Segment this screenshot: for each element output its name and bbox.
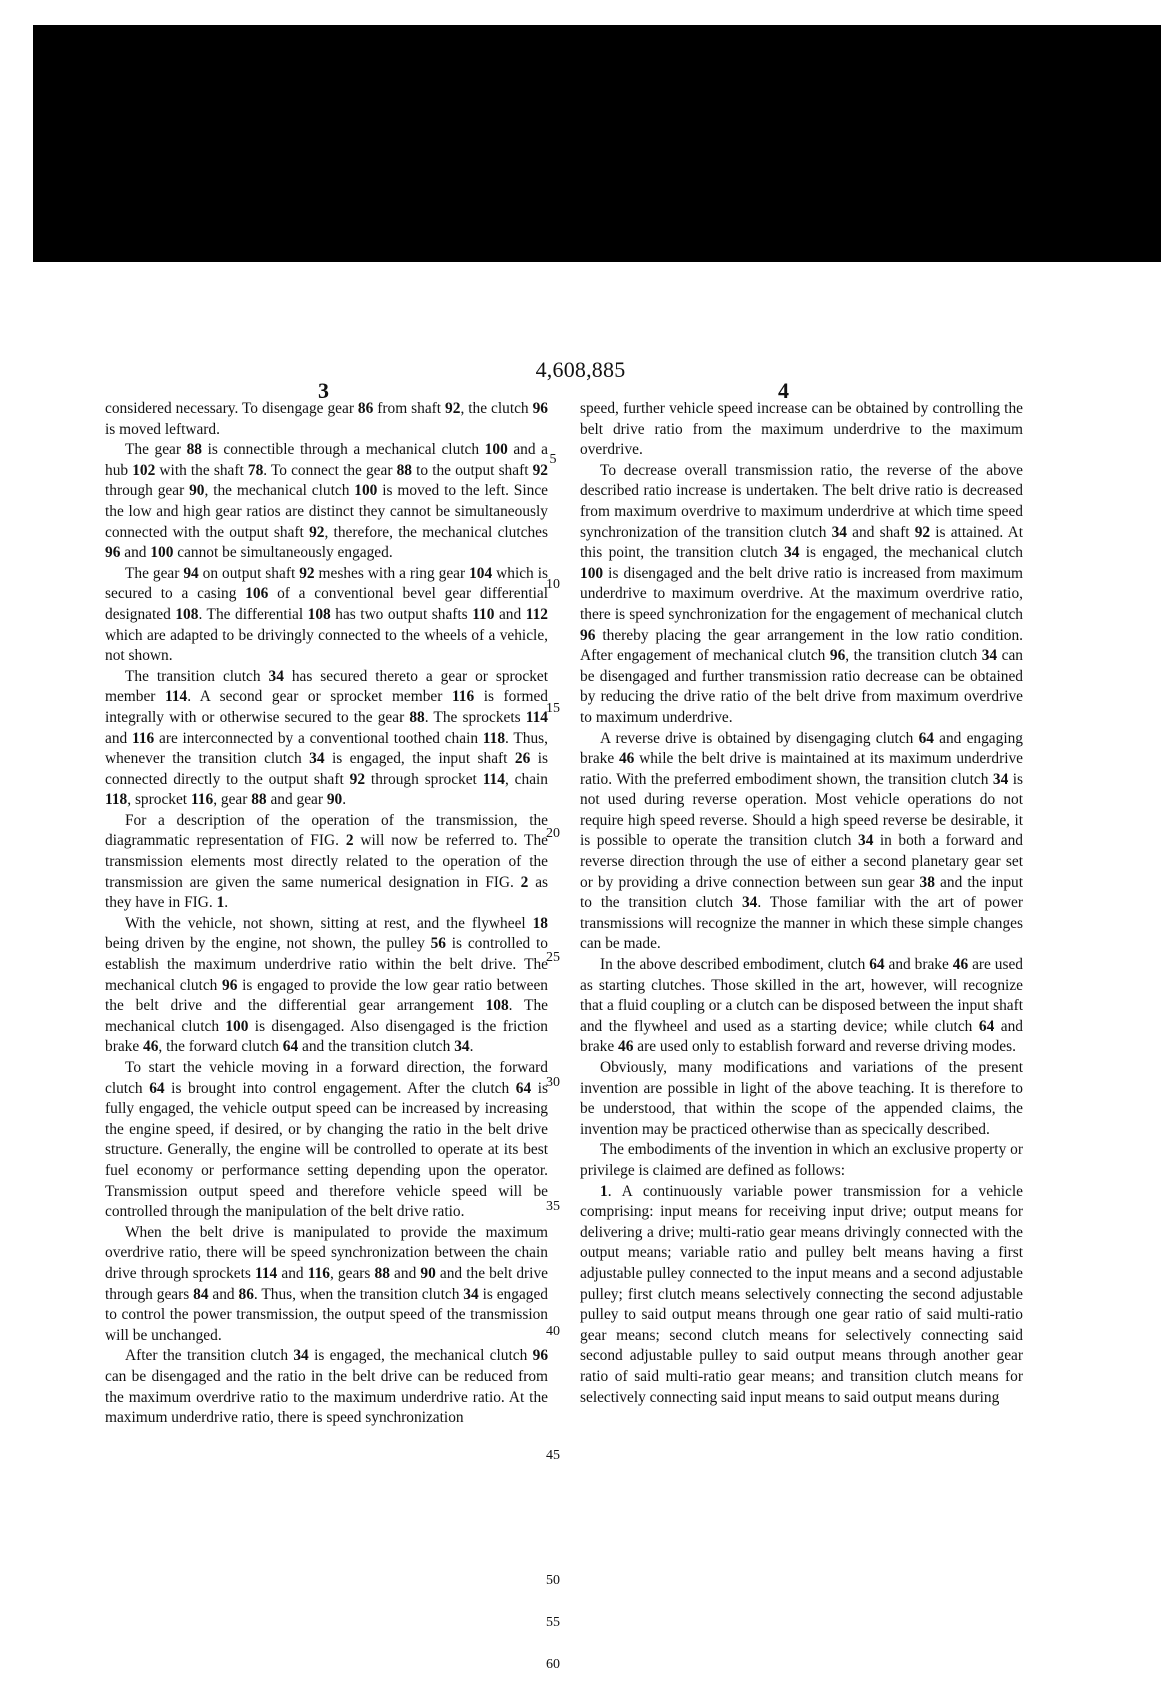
reference-numeral: 64 bbox=[282, 1038, 299, 1056]
reference-numeral: 102 bbox=[132, 461, 156, 479]
line-number: 50 bbox=[546, 1573, 560, 1588]
right-text-column bbox=[580, 399, 1023, 1408]
line-number: 30 bbox=[546, 1075, 560, 1090]
reference-numeral: 100 bbox=[150, 544, 174, 562]
paragraph: To decrease overall transmission ratio, the reverse of the above described ratio increase is undertaken. The belt drive ratio is decreased from maximum overdrive to maximum underdrive at which time speed synchronization of the transition clutch 34 and shaft 92 is attained. At this point, the transition clutch 34 is engaged, the mechanical clutch 100 is disengaged and the belt drive ratio is increased from maximum underdrive to maximum overdrive. At the maximum overdrive ratio, there is speed synchronization for the engagement of mechanical clutch 96 thereby placing the gear arrangement in the low ratio condition. After engagement of mechanical clutch 96, the transition clutch 34 can be disengaged and further transmission ratio decrease can be obtained by reducing the drive ratio of the belt drive from maximum overdrive to maximum underdrive. bbox=[580, 461, 1023, 726]
reference-numeral: 100 bbox=[225, 1017, 249, 1035]
redaction-bar bbox=[33, 25, 1161, 262]
reference-numeral: 100 bbox=[580, 564, 604, 582]
reference-numeral: 34 bbox=[741, 894, 758, 912]
reference-numeral: 90 bbox=[420, 1264, 436, 1282]
reference-numeral: 64 bbox=[515, 1079, 532, 1097]
reference-numeral: 88 bbox=[186, 441, 202, 459]
reference-numeral: 46 bbox=[618, 1038, 634, 1056]
paragraph: The gear 94 on output shaft 92 meshes with a ring gear 104 which is secured to a casing 106 of a conventional bevel gear differential designated 108. The differential 108 has two output shafts 110 and 112 which are adapted to be drivingly connected to the wheels of a vehicle, not shown. bbox=[105, 564, 548, 665]
paragraph: To start the vehicle moving in a forward direction, the forward clutch 64 is brought into control engagement. After the clutch 64 is fully engaged, the vehicle output speed can be increased by increasing the engine speed, if desired, or by changing the ratio in the belt drive structure. Generally, the engine will be controlled to operate at its best fuel economy or performance setting depending upon the operator. Transmission output speed and therefore vehicle speed will be controlled through the manipulation of the belt drive ratio. bbox=[105, 1059, 549, 1221]
reference-numeral: 34 bbox=[858, 832, 874, 850]
reference-numeral: 46 bbox=[952, 956, 969, 974]
paragraph: In the above described embodiment, clutch 64 and brake 46 are used as starting clutches. Those skilled in the art, however, will recognize that a fluid coupling or a clutch can be disposed between the input shaft and the flywheel and used as a starting device; while clutch 64 and brake 46 are used only to establish forward and reverse driving modes. bbox=[580, 956, 1023, 1056]
reference-numeral: 96 bbox=[580, 626, 596, 644]
reference-numeral: 116 bbox=[190, 791, 214, 809]
reference-numeral: 34 bbox=[309, 750, 325, 768]
left-text-column bbox=[105, 399, 548, 1429]
reference-numeral: 112 bbox=[525, 605, 548, 623]
reference-numeral: 114 bbox=[164, 688, 188, 706]
reference-numeral: 34 bbox=[981, 647, 998, 665]
reference-numeral: 1 bbox=[216, 894, 225, 912]
reference-numeral: 34 bbox=[293, 1347, 309, 1365]
line-number: 60 bbox=[546, 1657, 560, 1672]
reference-numeral: 86 bbox=[357, 400, 374, 417]
reference-numeral: 90 bbox=[189, 482, 205, 500]
reference-numeral: 104 bbox=[469, 564, 493, 582]
reference-numeral: 108 bbox=[307, 605, 331, 623]
reference-numeral: 88 bbox=[409, 708, 425, 726]
column-number-right: 4 bbox=[778, 378, 789, 403]
reference-numeral: 88 bbox=[251, 791, 267, 809]
reference-numeral: 1 bbox=[600, 1182, 608, 1200]
line-number: 20 bbox=[546, 826, 560, 841]
reference-numeral: 38 bbox=[919, 873, 935, 891]
reference-numeral: 100 bbox=[354, 482, 378, 500]
reference-numeral: 64 bbox=[869, 956, 885, 974]
reference-numeral: 88 bbox=[374, 1264, 390, 1282]
reference-numeral: 96 bbox=[105, 544, 121, 562]
reference-numeral: 56 bbox=[430, 935, 446, 953]
reference-numeral: 2 bbox=[520, 873, 529, 891]
reference-numeral: 34 bbox=[454, 1038, 470, 1056]
reference-numeral: 26 bbox=[514, 750, 531, 768]
reference-numeral: 92 bbox=[445, 400, 461, 417]
reference-numeral: 34 bbox=[831, 523, 847, 541]
patent-number: 4,608,885 bbox=[535, 357, 626, 382]
reference-numeral: 114 bbox=[525, 708, 548, 726]
reference-numeral: 116 bbox=[307, 1264, 330, 1282]
reference-numeral: 92 bbox=[299, 564, 315, 582]
reference-numeral: 46 bbox=[618, 750, 635, 768]
paragraph: For a description of the operation of the transmission, the diagrammatic representation of FIG. 2 will now be referred to. The transmission elements most directly related to the operation of the transmission are given the same numerical designation in FIG. 2 as they have in FIG. 1. bbox=[105, 811, 549, 912]
reference-numeral: 110 bbox=[472, 605, 495, 623]
column-number-left: 3 bbox=[318, 378, 329, 403]
paragraph: With the vehicle, not shown, sitting at rest, and the flywheel 18 being driven by the engine, not shown, the pulley 56 is controlled to establish the maximum underdrive ratio within the belt drive. The mechanical clutch 96 is engaged to provide the low gear ratio between the belt drive and the differential gear arrangement 108. The mechanical clutch 100 is disengaged. Also disengaged is the friction brake 46, the forward clutch 64 and the transition clutch 34. bbox=[105, 914, 548, 1056]
reference-numeral: 34 bbox=[992, 770, 1009, 788]
paragraph: The transition clutch 34 has secured thereto a gear or sprocket member 114. A second gear or sprocket member 116 is formed integrally with or otherwise secured to the gear 88. The sprockets 114 and 116 are interconnected by a conventional toothed chain 118. Thus, whenever the transition clutch 34 is engaged, the input shaft 26 is connected directly to the output shaft 92 through sprocket 114, chain 118, sprocket 116, gear 88 and gear 90. bbox=[105, 667, 549, 809]
paragraph: speed, further vehicle speed increase can be obtained by controlling the belt drive ratio from the maximum underdrive to the maximum overdrive. bbox=[580, 400, 1023, 459]
reference-numeral: 92 bbox=[309, 523, 325, 541]
reference-numeral: 64 bbox=[149, 1079, 165, 1097]
reference-numeral: 96 bbox=[532, 1347, 549, 1365]
reference-numeral: 86 bbox=[238, 1285, 254, 1303]
reference-numeral: 2 bbox=[345, 832, 354, 850]
reference-numeral: 92 bbox=[914, 523, 931, 541]
reference-numeral: 88 bbox=[396, 461, 412, 479]
reference-numeral: 116 bbox=[131, 729, 155, 747]
paragraph: The embodiments of the invention in which an exclusive property or privilege is claimed are defined as follows: bbox=[580, 1141, 1023, 1179]
reference-numeral: 100 bbox=[484, 441, 508, 459]
reference-numeral: 34 bbox=[463, 1285, 479, 1303]
reference-numeral: 114 bbox=[255, 1264, 278, 1282]
reference-numeral: 64 bbox=[918, 729, 934, 747]
reference-numeral: 92 bbox=[349, 770, 366, 788]
paragraph: considered necessary. To disengage gear 86 from shaft 92, the clutch 96 is moved leftward. bbox=[105, 400, 548, 438]
reference-numeral: 46 bbox=[143, 1038, 159, 1056]
line-number: 10 bbox=[546, 577, 560, 592]
reference-numeral: 94 bbox=[183, 564, 199, 582]
reference-numeral: 106 bbox=[245, 585, 269, 603]
reference-numeral: 96 bbox=[829, 647, 846, 665]
reference-numeral: 78 bbox=[247, 461, 264, 479]
paragraph: 1. A continuously variable power transmission for a vehicle comprising: input means for receiving input drive; output means for delivering a drive; multi-ratio gear means drivingly connected with the output means; variable ratio and pulley belt means having a first adjustable pulley connected to the input means and a second adjustable pulley; first clutch means selectively connecting the second adjustable pulley to said output means through one gear ratio of said multi-ratio gear means; second clutch means for selectively connecting said second adjustable pulley to said output means through another gear ratio of said multi-ratio gear means; and transition clutch means for selectively connecting said input means to said output means during bbox=[580, 1182, 1023, 1406]
reference-numeral: 108 bbox=[485, 997, 509, 1015]
line-number: 5 bbox=[549, 452, 557, 467]
line-number: 55 bbox=[546, 1615, 560, 1630]
reference-numeral: 92 bbox=[532, 461, 548, 479]
line-number: 40 bbox=[546, 1324, 560, 1339]
reference-numeral: 84 bbox=[193, 1285, 209, 1303]
line-number: 15 bbox=[546, 701, 560, 716]
reference-numeral: 118 bbox=[482, 729, 506, 747]
paragraph: When the belt drive is manipulated to provide the maximum overdrive ratio, there will be speed synchronization between the chain drive through sprockets 114 and 116, gears 88 and 90 and the belt drive through gears 84 and 86. Thus, when the transition clutch 34 is engaged to control the power transmission, the output speed of the transmission will be unchanged. bbox=[105, 1223, 548, 1344]
reference-numeral: 18 bbox=[532, 914, 548, 932]
reference-numeral: 34 bbox=[268, 667, 284, 685]
reference-numeral: 118 bbox=[105, 791, 128, 809]
reference-numeral: 96 bbox=[532, 400, 548, 417]
paragraph: A reverse drive is obtained by disengaging clutch 64 and engaging brake 46 while the belt drive is maintained at its maximum underdrive ratio. With the preferred embodiment shown, the transition clutch 34 is not used during reverse operation. Most vehicle operations do not require high speed reverse. Should a high speed reverse be desirable, it is possible to operate the transition clutch 34 in both a forward and reverse direction through the use of either a second planetary gear set or by providing a drive connection between sun gear 38 and the input to the transition clutch 34. Those familiar with the art of power transmissions will recognize the manner in which these simple changes can be made. bbox=[580, 729, 1024, 953]
paragraph: Obviously, many modifications and variations of the present invention are possible in light of the above teaching. It is therefore to be understood, that within the scope of the appended claims, the invention may be practiced otherwise than as specically described. bbox=[580, 1059, 1023, 1138]
reference-numeral: 114 bbox=[482, 770, 505, 788]
line-number: 35 bbox=[546, 1199, 560, 1214]
reference-numeral: 108 bbox=[175, 605, 199, 623]
reference-numeral: 34 bbox=[784, 544, 800, 562]
reference-numeral: 64 bbox=[978, 1017, 995, 1035]
reference-numeral: 116 bbox=[451, 688, 475, 706]
reference-numeral: 90 bbox=[326, 791, 343, 809]
line-number: 25 bbox=[546, 950, 560, 965]
paragraph: After the transition clutch 34 is engaged, the mechanical clutch 96 can be disengaged and the ratio in the belt drive can be reduced from the maximum overdrive ratio to the maximum underdrive ratio. At the maximum underdrive ratio, there is speed synchronization bbox=[105, 1347, 549, 1427]
paragraph: The gear 88 is connectible through a mechanical clutch 100 and a hub 102 with the shaft 78. To connect the gear 88 to the output shaft 92 through gear 90, the mechanical clutch 100 is moved to the left. Since the low and high gear ratios are distinct they cannot be simultaneously connected with the output shaft 92, therefore, the mechanical clutches 96 and 100 cannot be simultaneously engaged. bbox=[105, 441, 549, 562]
reference-numeral: 96 bbox=[222, 976, 238, 994]
line-number: 45 bbox=[546, 1448, 560, 1463]
